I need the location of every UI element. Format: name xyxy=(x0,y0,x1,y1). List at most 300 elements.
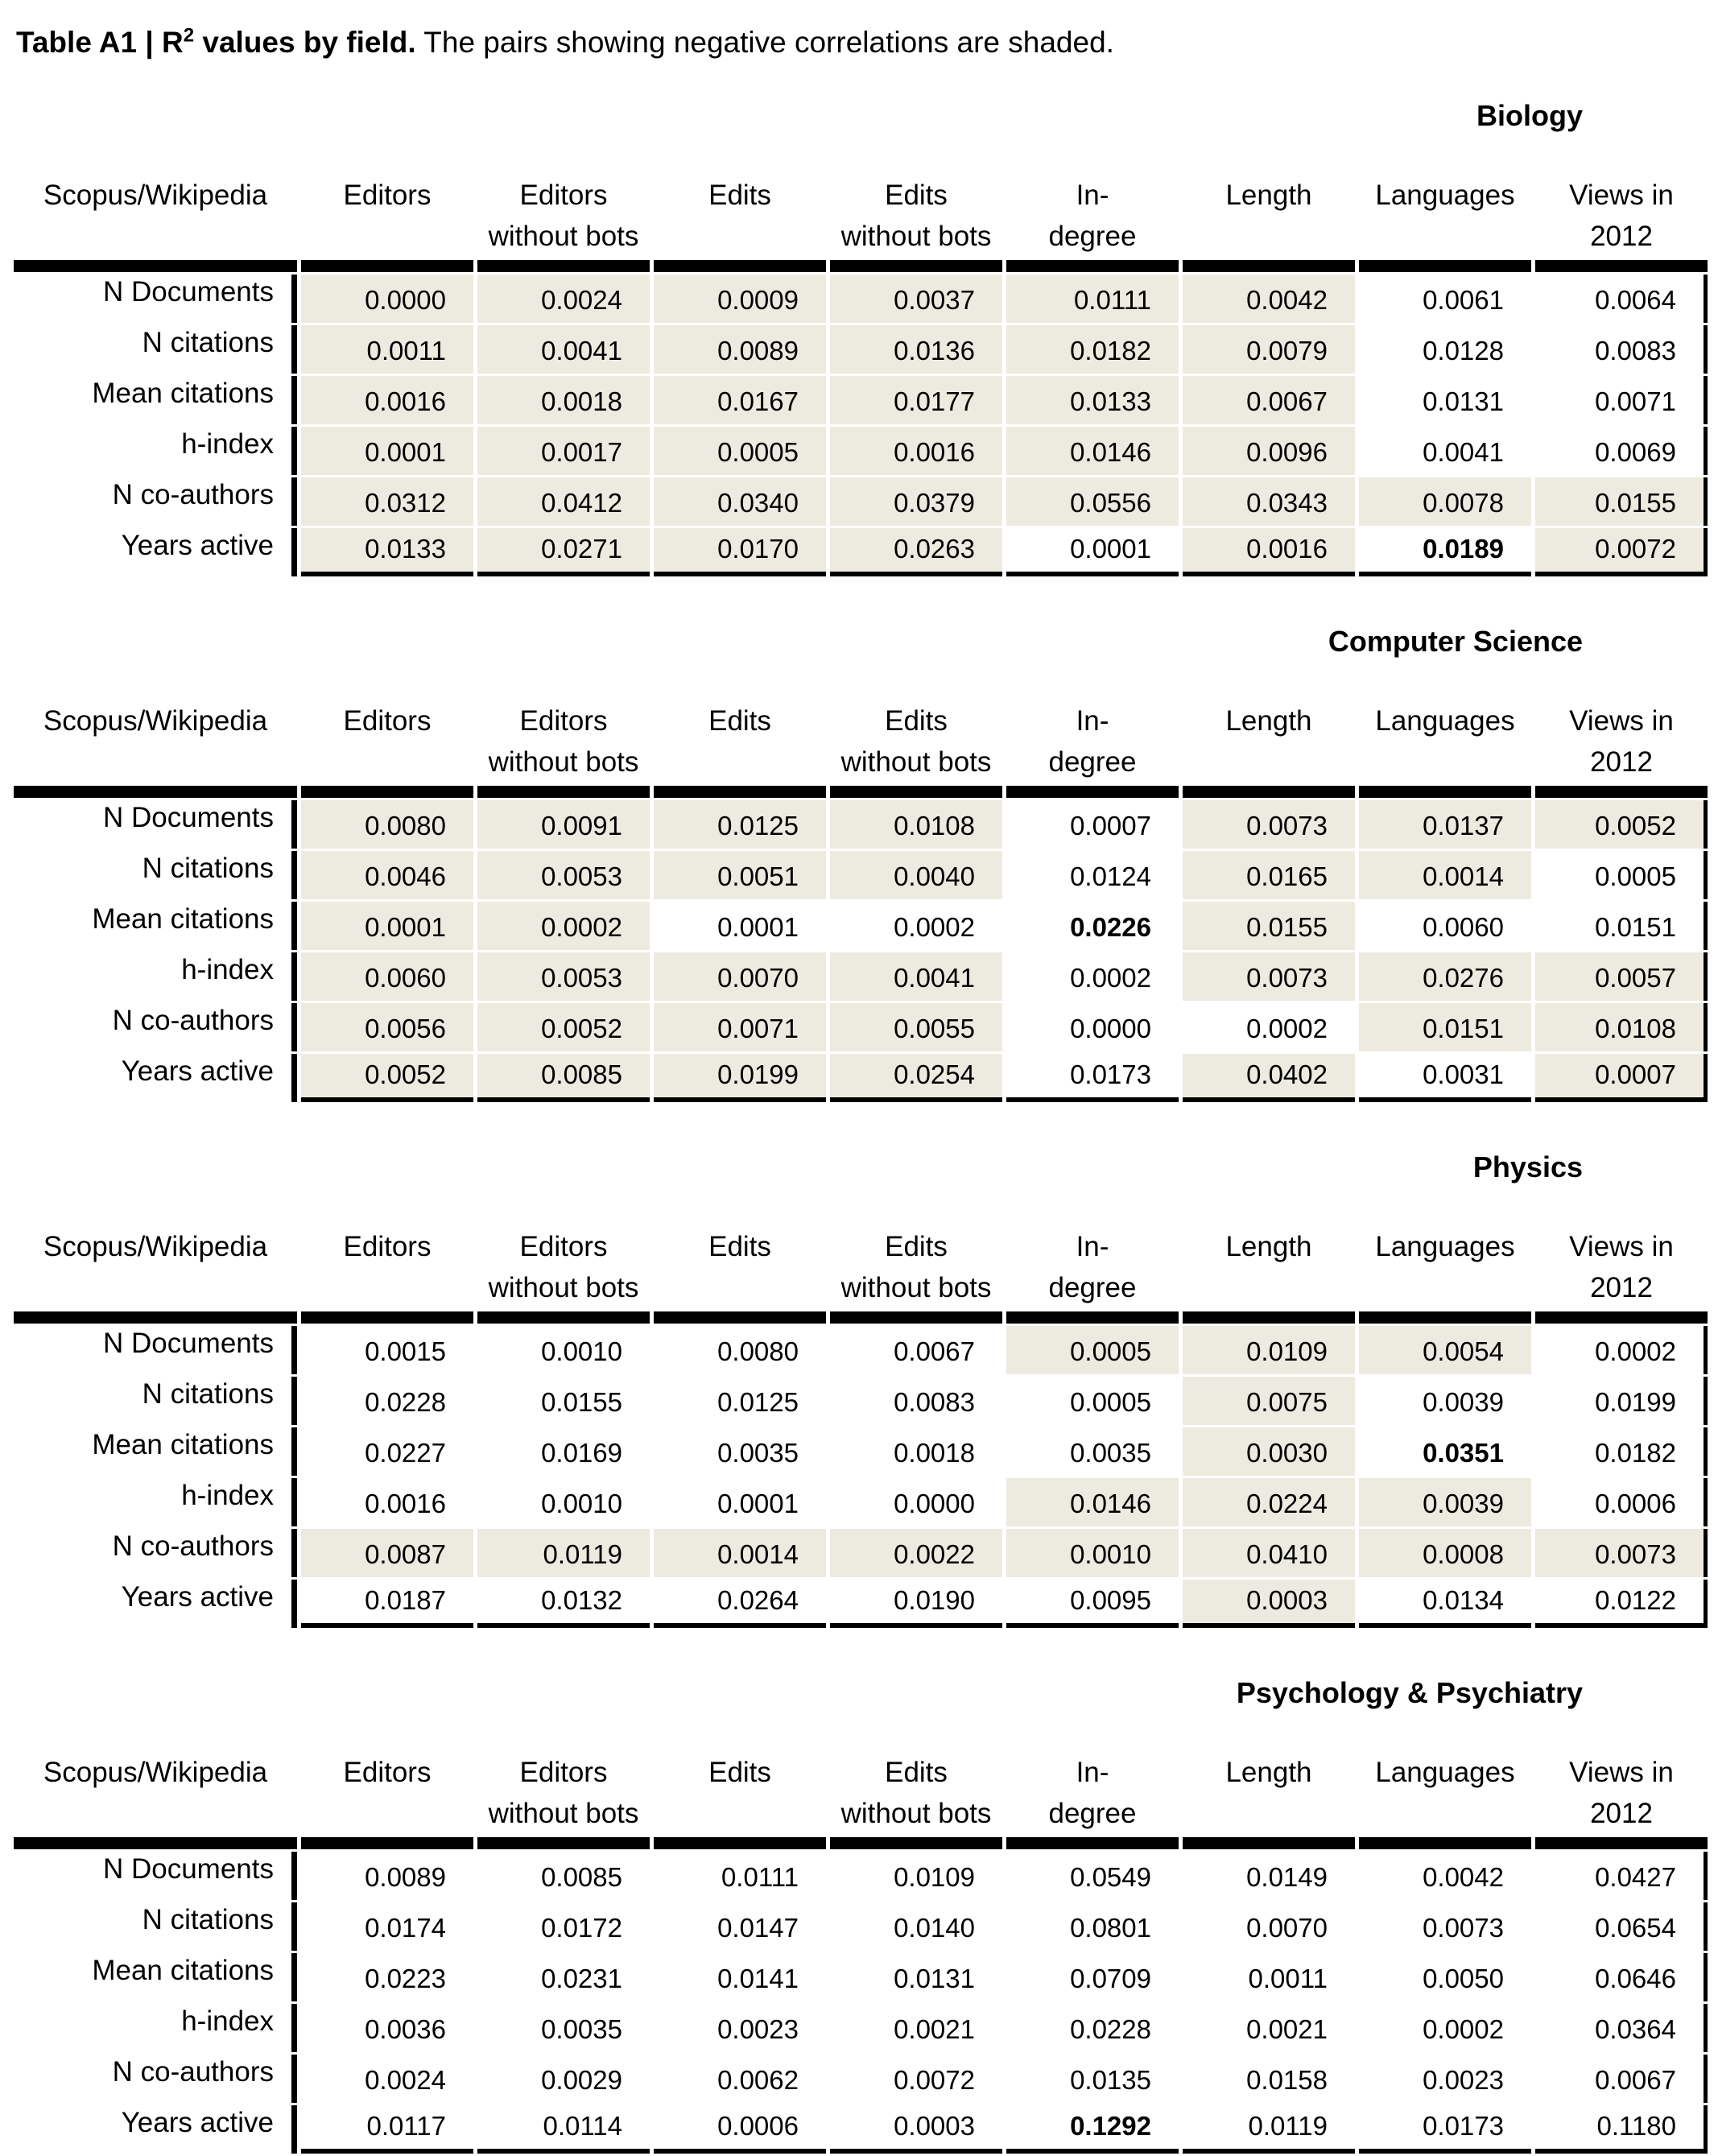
value-cell: 0.0231 xyxy=(541,1964,622,1993)
table-row-n-co-authors xyxy=(14,1529,1708,1577)
value-cell: 0.0001 xyxy=(301,902,473,950)
value-cell: 0.0039 xyxy=(1423,1387,1504,1417)
column-header-line2: without bots xyxy=(488,221,639,252)
value-cell: 0.0002 xyxy=(894,912,975,942)
value-cell: 0.0002 xyxy=(1423,2014,1504,2044)
value-cell: 0.0078 xyxy=(1359,477,1531,526)
row-label: N Documents xyxy=(14,275,297,323)
column-header-line1: Languages xyxy=(1375,1231,1515,1262)
column-header-edits-without-bots xyxy=(830,1752,1002,1849)
table-row-n-documents xyxy=(14,1326,1708,1374)
column-header-line2: 2012 xyxy=(1590,746,1653,778)
value-cell: 0.0064 xyxy=(1535,275,1708,323)
value-cell: 0.0263 xyxy=(830,528,1002,576)
table-row-h-index xyxy=(14,427,1708,475)
value-cell: 0.0182 xyxy=(1535,1427,1708,1476)
column-header-length xyxy=(1183,175,1355,272)
value-cell: 0.0083 xyxy=(1535,325,1708,374)
field-title-physics: Physics xyxy=(1472,1150,1583,1183)
value-cell: 0.0343 xyxy=(1183,477,1355,526)
column-header-line2: without bots xyxy=(840,1272,992,1303)
column-header-edits-without-bots xyxy=(830,1226,1002,1324)
table-row-years-active xyxy=(14,2105,1708,2154)
value-cell: 0.0226 xyxy=(1070,912,1151,942)
value-cell: 0.0073 xyxy=(1535,1529,1708,1577)
value-cell: 0.0071 xyxy=(654,1003,826,1051)
value-cell: 0.0035 xyxy=(1070,1438,1151,1468)
value-cell: 0.0167 xyxy=(654,376,826,424)
value-cell: 0.0002 xyxy=(1246,1014,1328,1043)
value-cell: 0.0073 xyxy=(1183,800,1355,849)
value-cell: 0.0133 xyxy=(1006,376,1179,424)
row-label: Mean citations xyxy=(14,376,297,424)
column-header-line1: Editors xyxy=(343,1231,432,1262)
title-caption: The pairs showing negative correlations are shaded. xyxy=(415,26,1114,59)
table-row-mean-citations xyxy=(14,902,1708,950)
section-computer-science xyxy=(10,624,1710,1105)
value-cell: 0.0136 xyxy=(830,325,1002,374)
column-header-edits xyxy=(654,1752,826,1849)
value-cell: 0.0264 xyxy=(654,1580,826,1628)
column-header-editors xyxy=(301,175,473,272)
field-title-psychology-psychiatry: Psychology & Psychiatry xyxy=(1236,1676,1583,1709)
value-cell: 0.0050 xyxy=(1423,1964,1504,1993)
column-header-line2: degree xyxy=(1048,221,1137,252)
value-cell: 0.0015 xyxy=(365,1336,446,1366)
column-header-views-in-2012 xyxy=(1535,175,1708,272)
column-header-line2: without bots xyxy=(488,1798,639,1829)
column-header-line2: without bots xyxy=(840,221,992,252)
value-cell: 0.0016 xyxy=(830,427,1002,475)
value-cell: 0.0001 xyxy=(301,427,473,475)
column-header-line1: Editors xyxy=(519,705,608,737)
value-cell: 0.0067 xyxy=(1183,376,1355,424)
row-group-header: Scopus/Wikipedia xyxy=(14,700,297,798)
table-row-n-citations xyxy=(14,325,1708,374)
column-header-line2: degree xyxy=(1048,1798,1137,1829)
column-header-line1: Languages xyxy=(1375,1757,1515,1788)
column-header-edits-without-bots xyxy=(830,700,1002,798)
value-cell: 0.0023 xyxy=(1423,2065,1504,2095)
value-cell: 0.0151 xyxy=(1535,902,1708,950)
value-cell: 0.0010 xyxy=(541,1489,622,1518)
value-cell: 0.0190 xyxy=(830,1580,1002,1628)
column-header-line1: Length xyxy=(1225,180,1312,211)
value-cell: 0.0041 xyxy=(830,952,1002,1001)
value-cell: 0.0052 xyxy=(477,1003,650,1051)
value-cell: 0.0036 xyxy=(365,2014,446,2044)
column-header-languages xyxy=(1359,1752,1531,1849)
row-label: N co-authors xyxy=(14,1003,297,1051)
value-cell: 0.0061 xyxy=(1423,285,1504,315)
value-cell: 0.0005 xyxy=(1535,851,1708,899)
value-cell: 0.0001 xyxy=(717,912,799,942)
value-cell: 0.0091 xyxy=(477,800,650,849)
column-header-line2: without bots xyxy=(840,746,992,778)
row-label: Mean citations xyxy=(14,1953,297,2001)
field-title-biology: Biology xyxy=(1476,99,1583,132)
value-cell: 0.0008 xyxy=(1359,1529,1531,1577)
value-cell: 0.0035 xyxy=(541,2014,622,2044)
value-cell: 0.0125 xyxy=(654,800,826,849)
column-header-edits xyxy=(654,175,826,272)
row-label: N citations xyxy=(14,851,297,899)
value-cell: 0.0140 xyxy=(894,1913,975,1943)
value-cell: 0.0146 xyxy=(1006,427,1179,475)
column-header-line1: Languages xyxy=(1375,705,1515,737)
table-sections xyxy=(10,98,1710,2156)
value-cell: 0.0276 xyxy=(1359,952,1531,1001)
header-row xyxy=(14,700,1708,798)
column-header-line1: Editors xyxy=(519,180,608,211)
value-cell: 0.0412 xyxy=(477,477,650,526)
row-label: N Documents xyxy=(14,800,297,849)
row-label: N citations xyxy=(14,1377,297,1425)
value-cell: 0.0223 xyxy=(365,1964,446,1993)
value-cell: 0.0124 xyxy=(1070,861,1151,891)
row-label: N Documents xyxy=(14,1852,297,1900)
value-cell: 0.0041 xyxy=(477,325,650,374)
value-cell: 0.0227 xyxy=(365,1438,446,1468)
value-cell: 0.0056 xyxy=(301,1003,473,1051)
value-cell: 0.0024 xyxy=(477,275,650,323)
section-psychology-psychiatry xyxy=(10,1675,1710,2156)
value-cell: 0.0109 xyxy=(894,1862,975,1892)
column-header-editors-without-bots xyxy=(477,175,650,272)
value-cell: 0.0005 xyxy=(654,427,826,475)
column-header-line1: Length xyxy=(1225,1757,1312,1788)
value-cell: 0.0054 xyxy=(1359,1326,1531,1374)
column-header-line1: Views in xyxy=(1569,1231,1674,1262)
value-cell: 0.0146 xyxy=(1006,1478,1179,1526)
table-row-years-active xyxy=(14,1580,1708,1628)
value-cell: 0.0053 xyxy=(477,952,650,1001)
value-cell: 0.0177 xyxy=(830,376,1002,424)
column-header-in-degree xyxy=(1006,1752,1179,1849)
column-header-line2: 2012 xyxy=(1590,221,1653,252)
value-cell: 0.0017 xyxy=(477,427,650,475)
table-row-years-active xyxy=(14,528,1708,576)
value-cell: 0.0155 xyxy=(541,1387,622,1417)
value-cell: 0.0023 xyxy=(717,2014,799,2044)
table-row-n-documents xyxy=(14,275,1708,323)
table-row-mean-citations xyxy=(14,376,1708,424)
value-cell: 0.0149 xyxy=(1246,1862,1328,1892)
value-cell: 0.0189 xyxy=(1359,528,1531,576)
value-cell: 0.0010 xyxy=(1006,1529,1179,1577)
value-cell: 0.0001 xyxy=(717,1489,799,1518)
value-cell: 0.0199 xyxy=(654,1054,826,1102)
column-header-edits xyxy=(654,1226,826,1324)
header-row xyxy=(14,1752,1708,1849)
column-header-line1: Length xyxy=(1225,705,1312,737)
column-header-editors-without-bots xyxy=(477,1226,650,1324)
value-cell: 0.0042 xyxy=(1423,1862,1504,1892)
value-cell: 0.0117 xyxy=(301,2105,473,2154)
value-cell: 0.0131 xyxy=(1423,386,1504,416)
column-header-line1: Editors xyxy=(343,180,432,211)
row-label: h-index xyxy=(14,1478,297,1526)
column-header-line1: In- xyxy=(1076,1231,1109,1262)
value-cell: 0.0141 xyxy=(717,1964,799,1993)
column-header-line1: Languages xyxy=(1375,180,1515,211)
value-cell: 0.0364 xyxy=(1535,2004,1708,2052)
value-cell: 0.0083 xyxy=(894,1387,975,1417)
row-label: N co-authors xyxy=(14,2055,297,2103)
value-cell: 0.0173 xyxy=(1359,2105,1531,2154)
value-cell: 0.0014 xyxy=(1359,851,1531,899)
column-header-line1: Views in xyxy=(1569,180,1674,211)
value-cell: 0.0039 xyxy=(1359,1478,1531,1526)
column-header-line1: Edits xyxy=(708,705,771,737)
column-header-languages xyxy=(1359,175,1531,272)
table-row-n-documents xyxy=(14,800,1708,849)
value-cell: 0.0114 xyxy=(477,2105,650,2154)
column-header-line1: In- xyxy=(1076,180,1109,211)
value-cell: 0.0006 xyxy=(654,2105,826,2154)
value-cell: 0.0108 xyxy=(830,800,1002,849)
value-cell: 0.0055 xyxy=(830,1003,1002,1051)
value-cell: 0.0089 xyxy=(654,325,826,374)
column-header-editors-without-bots xyxy=(477,700,650,798)
value-cell: 0.0060 xyxy=(1423,912,1504,942)
value-cell: 0.0052 xyxy=(301,1054,473,1102)
column-header-line2: 2012 xyxy=(1590,1272,1653,1303)
field-title-computer-science: Computer Science xyxy=(1328,625,1583,658)
value-cell: 0.0073 xyxy=(1423,1913,1504,1943)
value-cell: 0.0000 xyxy=(894,1489,975,1518)
value-cell: 0.0016 xyxy=(301,376,473,424)
value-cell: 0.0199 xyxy=(1535,1377,1708,1425)
row-group-header: Scopus/Wikipedia xyxy=(14,1226,297,1324)
column-header-line1: Edits xyxy=(708,180,771,211)
value-cell: 0.0169 xyxy=(541,1438,622,1468)
value-cell: 0.0021 xyxy=(1246,2014,1328,2044)
value-cell: 0.0228 xyxy=(1070,2014,1151,2044)
value-cell: 0.0051 xyxy=(654,851,826,899)
table-row-n-co-authors xyxy=(14,477,1708,526)
value-cell: 0.0046 xyxy=(301,851,473,899)
value-cell: 0.0187 xyxy=(301,1580,473,1628)
row-label: Mean citations xyxy=(14,1427,297,1476)
value-cell: 0.0155 xyxy=(1535,477,1708,526)
value-cell: 0.0085 xyxy=(541,1862,622,1892)
value-cell: 0.0011 xyxy=(1248,1964,1328,1993)
value-cell: 0.0137 xyxy=(1359,800,1531,849)
value-cell: 0.0002 xyxy=(1070,963,1151,993)
value-cell: 0.1292 xyxy=(1006,2105,1179,2154)
column-header-line1: Edits xyxy=(885,180,948,211)
column-header-line2: without bots xyxy=(488,1272,639,1303)
row-label: Years active xyxy=(14,1580,297,1628)
value-cell: 0.0709 xyxy=(1070,1964,1151,1993)
column-header-line1: Edits xyxy=(885,1231,948,1262)
table-row-h-index xyxy=(14,1478,1708,1526)
row-label: N co-authors xyxy=(14,477,297,526)
value-cell: 0.1180 xyxy=(1535,2105,1708,2154)
row-label: h-index xyxy=(14,427,297,475)
value-cell: 0.0080 xyxy=(301,800,473,849)
value-cell: 0.0133 xyxy=(301,528,473,576)
section-physics xyxy=(10,1150,1710,1630)
value-cell: 0.0035 xyxy=(717,1438,799,1468)
row-label: Years active xyxy=(14,1054,297,1102)
value-cell: 0.0014 xyxy=(654,1529,826,1577)
value-cell: 0.0002 xyxy=(1535,1326,1708,1374)
column-header-line1: Edits xyxy=(885,1757,948,1788)
column-header-line1: Views in xyxy=(1569,705,1674,737)
row-label: N co-authors xyxy=(14,1529,297,1577)
value-cell: 0.0228 xyxy=(365,1387,446,1417)
value-cell: 0.0312 xyxy=(301,477,473,526)
value-cell: 0.0095 xyxy=(1006,1580,1179,1628)
table-row-n-citations xyxy=(14,1377,1708,1425)
column-header-line2: without bots xyxy=(488,746,639,778)
value-cell: 0.0128 xyxy=(1423,336,1504,366)
table-row-n-documents xyxy=(14,1852,1708,1900)
value-cell: 0.0057 xyxy=(1535,952,1708,1001)
page-title xyxy=(16,24,1710,61)
column-header-line1: Edits xyxy=(885,705,948,737)
column-header-edits xyxy=(654,700,826,798)
header-row xyxy=(14,1226,1708,1324)
value-cell: 0.0087 xyxy=(301,1529,473,1577)
value-cell: 0.0070 xyxy=(1246,1913,1328,1943)
row-group-header: Scopus/Wikipedia xyxy=(14,175,297,272)
column-header-views-in-2012 xyxy=(1535,1752,1708,1849)
value-cell: 0.0109 xyxy=(1183,1326,1355,1374)
value-cell: 0.0271 xyxy=(477,528,650,576)
value-cell: 0.0170 xyxy=(654,528,826,576)
value-cell: 0.0174 xyxy=(365,1913,446,1943)
value-cell: 0.0021 xyxy=(894,2014,975,2044)
value-cell: 0.0007 xyxy=(1070,811,1151,841)
title-bold-prefix: Table A1 | R xyxy=(16,26,184,59)
value-cell: 0.0119 xyxy=(477,1529,650,1577)
value-cell: 0.0079 xyxy=(1183,325,1355,374)
value-cell: 0.0155 xyxy=(1183,902,1355,950)
value-cell: 0.0060 xyxy=(301,952,473,1001)
column-header-languages xyxy=(1359,1226,1531,1324)
column-header-line2: degree xyxy=(1048,1272,1137,1303)
column-header-views-in-2012 xyxy=(1535,700,1708,798)
value-cell: 0.0089 xyxy=(365,1862,446,1892)
table-row-n-citations xyxy=(14,1902,1708,1951)
value-cell: 0.0096 xyxy=(1183,427,1355,475)
value-cell: 0.0646 xyxy=(1535,1953,1708,2001)
value-cell: 0.0080 xyxy=(717,1336,799,1366)
table-row-h-index xyxy=(14,952,1708,1001)
value-cell: 0.0024 xyxy=(365,2065,446,2095)
value-cell: 0.0147 xyxy=(717,1913,799,1943)
row-label: Mean citations xyxy=(14,902,297,950)
section-biology xyxy=(10,98,1710,579)
value-cell: 0.0067 xyxy=(894,1336,975,1366)
value-cell: 0.0062 xyxy=(717,2065,799,2095)
value-cell: 0.0041 xyxy=(1423,437,1504,467)
value-cell: 0.0005 xyxy=(1006,1326,1179,1374)
value-cell: 0.0000 xyxy=(301,275,473,323)
value-cell: 0.0018 xyxy=(477,376,650,424)
value-cell: 0.0052 xyxy=(1535,800,1708,849)
table-row-h-index xyxy=(14,2004,1708,2052)
value-cell: 0.0053 xyxy=(477,851,650,899)
column-header-line1: In- xyxy=(1076,1757,1109,1788)
column-header-edits-without-bots xyxy=(830,175,1002,272)
value-cell: 0.0158 xyxy=(1246,2065,1328,2095)
value-cell: 0.0016 xyxy=(1183,528,1355,576)
column-header-line1: Views in xyxy=(1569,1757,1674,1788)
value-cell: 0.0031 xyxy=(1359,1054,1531,1102)
value-cell: 0.0067 xyxy=(1535,2055,1708,2103)
column-header-line1: Editors xyxy=(519,1757,608,1788)
value-cell: 0.0135 xyxy=(1070,2065,1151,2095)
column-header-length xyxy=(1183,1752,1355,1849)
value-cell: 0.0073 xyxy=(1183,952,1355,1001)
value-cell: 0.0022 xyxy=(830,1529,1002,1577)
value-cell: 0.0119 xyxy=(1183,2105,1355,2154)
value-cell: 0.0410 xyxy=(1183,1529,1355,1577)
table-row-n-citations xyxy=(14,851,1708,899)
value-cell: 0.0001 xyxy=(1006,528,1179,576)
column-header-line2: 2012 xyxy=(1590,1798,1653,1829)
value-cell: 0.0030 xyxy=(1183,1427,1355,1476)
header-row xyxy=(14,175,1708,272)
value-cell: 0.0108 xyxy=(1535,1003,1708,1051)
column-header-views-in-2012 xyxy=(1535,1226,1708,1324)
column-header-editors-without-bots xyxy=(477,1752,650,1849)
row-group-header: Scopus/Wikipedia xyxy=(14,1752,297,1849)
value-cell: 0.0042 xyxy=(1183,275,1355,323)
value-cell: 0.0003 xyxy=(830,2105,1002,2154)
value-cell: 0.0254 xyxy=(830,1054,1002,1102)
value-cell: 0.0003 xyxy=(1183,1580,1355,1628)
value-cell: 0.0037 xyxy=(830,275,1002,323)
value-cell: 0.0009 xyxy=(654,275,826,323)
column-header-line1: Editors xyxy=(343,705,432,737)
column-header-line1: Editors xyxy=(343,1757,432,1788)
row-label: h-index xyxy=(14,952,297,1001)
title-bold-suffix: values by field. xyxy=(194,26,416,59)
column-header-in-degree xyxy=(1006,700,1179,798)
correlation-table-physics xyxy=(10,1224,1712,1630)
column-header-line1: Edits xyxy=(708,1757,771,1788)
value-cell: 0.0182 xyxy=(1006,325,1179,374)
value-cell: 0.0111 xyxy=(1006,275,1179,323)
correlation-table-biology xyxy=(10,172,1712,579)
value-cell: 0.0122 xyxy=(1535,1580,1708,1628)
value-cell: 0.0072 xyxy=(1535,528,1708,576)
row-label: h-index xyxy=(14,2004,297,2052)
table-row-years-active xyxy=(14,1054,1708,1102)
table-row-n-co-authors xyxy=(14,1003,1708,1051)
column-header-in-degree xyxy=(1006,1226,1179,1324)
value-cell: 0.0010 xyxy=(541,1336,622,1366)
row-label: N citations xyxy=(14,325,297,374)
value-cell: 0.0427 xyxy=(1535,1852,1708,1900)
value-cell: 0.0351 xyxy=(1423,1438,1504,1468)
value-cell: 0.0018 xyxy=(894,1438,975,1468)
value-cell: 0.0075 xyxy=(1183,1377,1355,1425)
row-label: N citations xyxy=(14,1902,297,1951)
column-header-line1: Editors xyxy=(519,1231,608,1262)
value-cell: 0.0556 xyxy=(1006,477,1179,526)
value-cell: 0.0132 xyxy=(477,1580,650,1628)
row-label: N Documents xyxy=(14,1326,297,1374)
table-row-mean-citations xyxy=(14,1953,1708,2001)
column-header-line1: Length xyxy=(1225,1231,1312,1262)
value-cell: 0.0134 xyxy=(1359,1580,1531,1628)
